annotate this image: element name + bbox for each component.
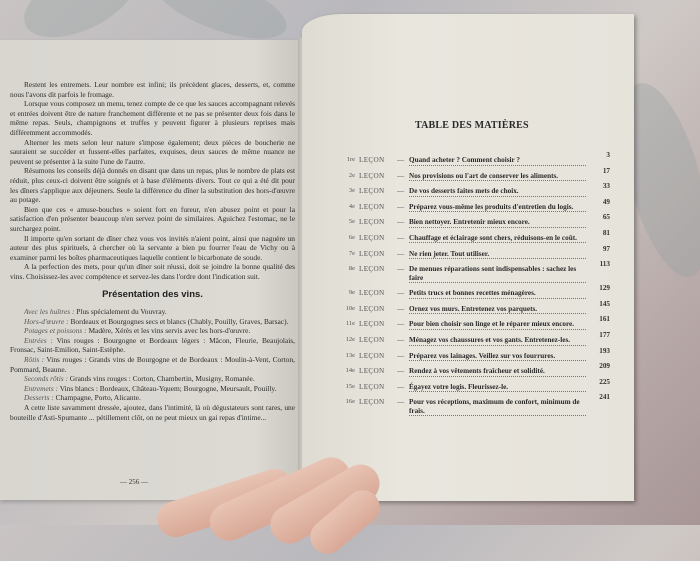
page-number: — 256 — bbox=[120, 478, 148, 486]
toc-entry: 11e LEÇON — Pour bien choisir son linge et le réparer mieux encore. 161 bbox=[345, 315, 610, 329]
toc-entry: 8e LEÇON — De menues réparations sont indispensables : sachez les faire 113 bbox=[348, 260, 610, 282]
toc-entry: 1re LEÇON — Quand acheter ? Comment choisir ? 3 bbox=[346, 151, 610, 164]
wine-item: Potages et poissons : Madère, Xérès et les vins servis avec les hors-d'œuvre. bbox=[24, 326, 251, 336]
paragraph: Il importe qu'en sortant de dîner chez vous vos invités n'aient point, ainsi que naguère un auteur des plus spirituels, à chercher où la servante a bien pu fourrer l'eau de Vichy ou à examiner parmi les boîtes pharmaceutiques laquelle contient le bicarbonate de soude. bbox=[10, 233, 295, 262]
section-heading: Présentation des vins. bbox=[102, 289, 203, 301]
paragraph: A la perfection des mets, pour qu'un dîner soit réussi, doit se joindre la bonne qualité des vins. Choisissez-les avec compétence et servez-les dans l'ordre dont l'indication suit. bbox=[10, 262, 295, 281]
paragraph: Bien que ces « amuse-bouches » soient fort en fureur, n'en abusez point et pour la satisfaction d'en présenter beaucoup n'en servez point de similaires. Aguichez l'estomac, ne le surchargez point. bbox=[10, 204, 295, 233]
paragraph: Restent les entremets. Leur nombre est infini; ils précèdent glaces, desserts, et, comme nous l'avons dit parfois le fromage. bbox=[10, 80, 295, 99]
toc-entry: 12e LEÇON — Ménagez vos chaussures et vos gants. Entretenez-les. 177 bbox=[345, 331, 610, 345]
paragraph: Lorsque vous composez un menu, tenez compte de ce que les sauces accompagnant relevés et entrées doivent être de nature franchement différente et ne pas se présenter deux fois dans le même repas. Seuls, champignons et truffes y peuvent figurer à plusieurs reprises mais différemment accommodés. bbox=[10, 99, 295, 137]
wine-item: Seconds rôtis : Grands vins rouges : Corton, Chambertin, Musigny, Romanée. bbox=[24, 374, 255, 384]
toc-entry: 14e LEÇON — Rendez à vos vêtements fraîcheur et solidité. 209 bbox=[345, 362, 610, 376]
toc-entry: 4e LEÇON — Préparez vous-même les produits d'entretien du logis. 49 bbox=[348, 197, 610, 211]
toc-entry: 10e LEÇON — Ornez vos murs. Entretenez vos parquets. 145 bbox=[345, 299, 610, 313]
wine-item: Hors-d'œuvre : Bordeaux et Bourgognes secs et blancs (Chably, Pouilly, Graves, Barsac). bbox=[24, 316, 289, 326]
toc-entry: 16e LEÇON — Pour vos réceptions, maximum de confort, minimum de frais. 241 bbox=[345, 393, 610, 415]
left-page-text bbox=[10, 80, 295, 422]
wine-item: Entremets : Vins blancs : Bordeaux, Château-Yquem; Bourgogne, Meursault, Pouilly. bbox=[24, 383, 277, 393]
wine-item: Avec les huîtres : Plus spécialement du Vouvray. bbox=[24, 307, 167, 317]
wine-item: Rôtis : Vins rouges : Grands vins de Bourgogne et de Bordeaux : Moulin-à-Vent, Corton, Pommard, Beaune. bbox=[10, 355, 295, 374]
toc-entry: 2e LEÇON — Nos provisions ou l'art de conserver les aliments. 17 bbox=[348, 166, 610, 180]
wine-item: Entrées : Vins rouges : Bourgogne et Bordeaux légers : Mâcon, Fleurie, Beaujolais, Fronsac, Saint-Emilion, Saint-Estèphe. bbox=[10, 335, 295, 355]
toc-title: TABLE DES MATIÈRES bbox=[415, 120, 529, 131]
toc-entry: 13e LEÇON — Préparez vos lainages. Veillez sur vos fourrures. 193 bbox=[345, 346, 610, 360]
closing-paragraph: A cette liste savamment dressée, ajoutez, dans l'intimité, là où dégustateurs sont rares, une bouteille d'Asti-Spumante ... pétillement clôt, on ne peut mieux un gai repas d'intime... bbox=[10, 403, 295, 422]
wine-item: Desserts : Champagne, Porto, Alicante. bbox=[24, 393, 141, 403]
paragraph: Alterner les mets selon leur nature s'impose également; deux pièces de boucherie ne sauraient se succéder et fussent-elles parfaites, exquises, deux sauces de même nuance ne peuvent se présenter à la suite l'une de l'autre. bbox=[10, 137, 295, 166]
toc-entry: 9e LEÇON — Petits trucs et bonnes recettes ménagères. 129 bbox=[348, 284, 610, 298]
hand bbox=[155, 445, 385, 525]
toc-entry: 6e LEÇON — Chauffage et éclairage sont chers, réduisons-en le coût. 81 bbox=[348, 228, 610, 242]
toc-entry: 5e LEÇON — Bien nettoyer. Entretenir mieux encore. 65 bbox=[348, 213, 610, 227]
toc-entry: 3e LEÇON — De vos desserts faites mets de choix. 33 bbox=[348, 182, 610, 196]
table-of-contents bbox=[335, 151, 610, 423]
paragraph: Résumons les conseils déjà donnés en disant que dans un repas, plus le nombre de plats est réduit, plus ceux-ci doivent être soignés et à base d'éléments divers. Tout ce qui a été dit pour les dîners s'applique aux déjeuners. Seule la différence du dîner la substitution des hors-d'œuvre au potage. bbox=[10, 166, 295, 205]
toc-entry: 7e LEÇON — Ne rien jeter. Tout utiliser. 97 bbox=[348, 244, 610, 258]
toc-entry: 15e LEÇON — Égayez votre logis. Fleurissez-le. 225 bbox=[345, 377, 610, 391]
